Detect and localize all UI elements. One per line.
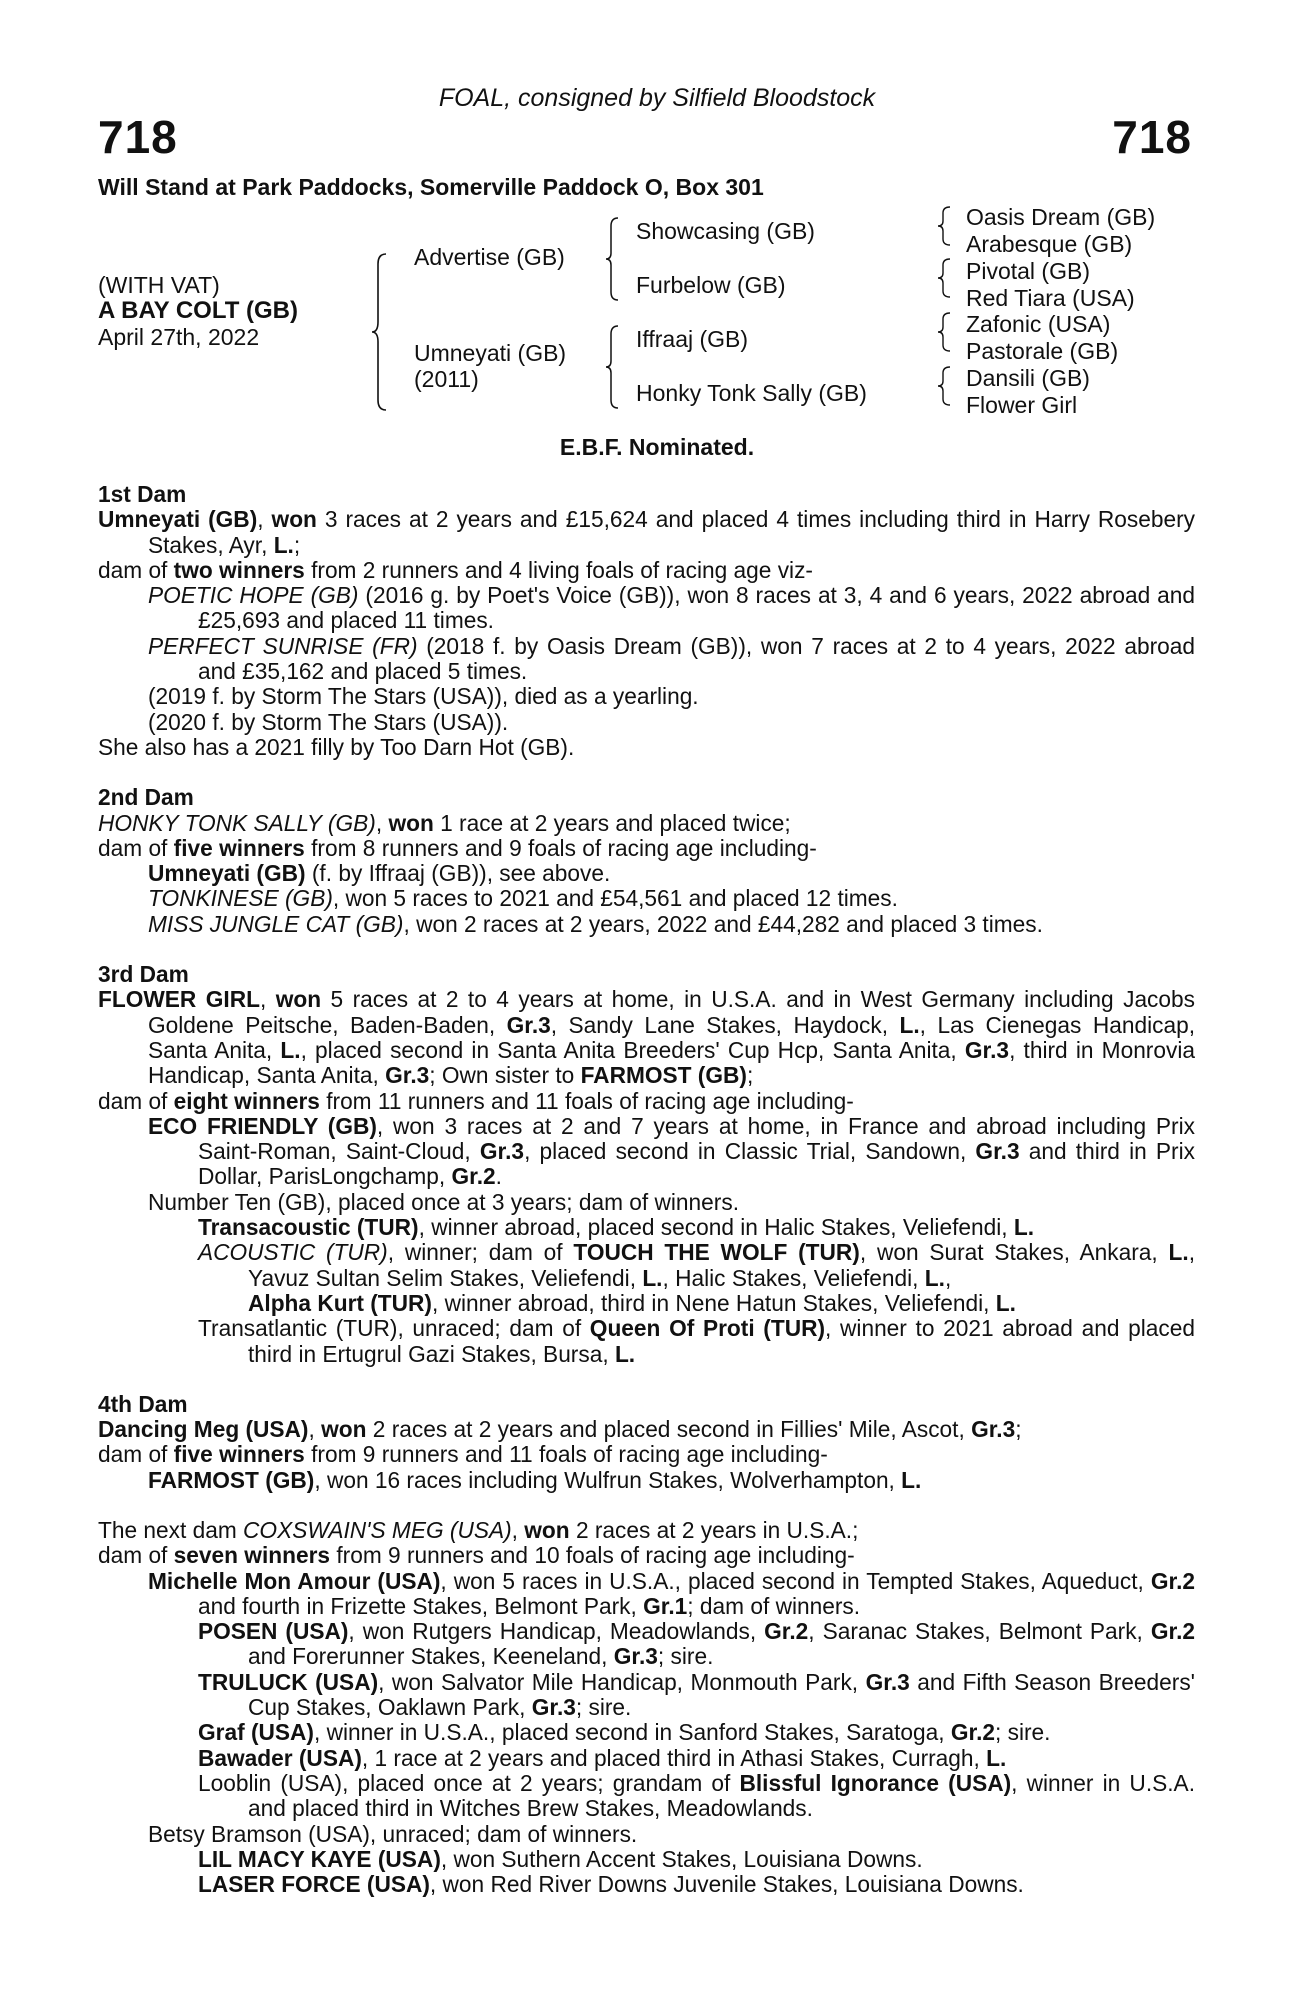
- lot-title: A BAY COLT (GB): [98, 297, 299, 324]
- third-dam-record: FLOWER GIRL, won 5 races at 2 to 4 years at home, in U.S.A. and in West Germany including Jacobs Goldene Peitsche, Baden-Baden, Gr.3, Sandy Lane Stakes, Haydock, L., Las Cienegas Handicap, Santa Anita, L., placed second in Santa Anita Breeders' Cup Hcp, Santa Anita, Gr.3, third in Monrovia Handicap, Santa Anita, Gr.3; Own sister to FARMOST (GB);: [98, 986, 1196, 1089]
- grandproduce-entry: Transacoustic (TUR), winner abroad, placed second in Halic Stakes, Veliefendi, L.: [198, 1214, 1035, 1241]
- grandproduce-entry: ACOUSTIC (TUR), winner; dam of TOUCH THE WOLF (TUR), won Surat Stakes, Ankara, L., Yavuz Sultan Selim Stakes, Veliefendi, L., Halic Stakes, Veliefendi, L.,: [198, 1239, 1195, 1291]
- produce-entry: POETIC HOPE (GB) (2016 g. by Poet's Voice (GB)), won 8 races at 3, 4 and 6 years, 2022 abroad and £25,693 and placed 11 times.: [148, 582, 1195, 634]
- third-dam-produce-summary: dam of eight winners from 11 runners and 11 foals of racing age including-: [98, 1087, 854, 1114]
- brace-g2: [938, 258, 952, 298]
- grandsire-6: Pastorale (GB): [966, 338, 1119, 364]
- grandproduce-entry: LASER FORCE (USA), won Red River Downs Juvenile Stakes, Louisiana Downs.: [198, 1871, 1024, 1898]
- second-dam-heading: 2nd Dam: [98, 784, 194, 811]
- produce-entry: (2019 f. by Storm The Stars (USA)), died as a yearling.: [148, 683, 699, 710]
- grandsire-3: Pivotal (GB): [966, 258, 1090, 284]
- produce-note: She also has a 2021 filly by Too Darn Hot (GB).: [98, 733, 575, 760]
- dam-name: Umneyati (GB): [414, 340, 567, 366]
- brace-dam: [606, 326, 620, 408]
- grandsire-2: Arabesque (GB): [966, 231, 1133, 257]
- produce-entry: MISS JUNGLE CAT (GB), won 2 races at 2 years, 2022 and £44,282 and placed 3 times.: [148, 910, 1043, 937]
- grandproduce-entry: Bawader (USA), 1 race at 2 years and placed third in Athasi Stakes, Curragh, L.: [198, 1744, 1007, 1771]
- grandproduce-entry: Graf (USA), winner in U.S.A., placed second in Sanford Stakes, Saratoga, Gr.2; sire.: [198, 1719, 1051, 1746]
- grandsire-1: Oasis Dream (GB): [966, 204, 1156, 230]
- produce-entry: TONKINESE (GB), won 5 races to 2021 and £54,561 and placed 12 times.: [148, 885, 898, 912]
- first-dam-heading: 1st Dam: [98, 481, 187, 507]
- second-dam-record: HONKY TONK SALLY (GB), won 1 race at 2 years and placed twice;: [98, 809, 791, 836]
- second-dam-produce-summary: dam of five winners from 8 runners and 9 foals of racing age including-: [98, 834, 817, 861]
- ebf-note: E.B.F. Nominated.: [559, 434, 755, 460]
- brace-g1: [938, 206, 952, 246]
- produce-entry: ECO FRIENDLY (GB), won 3 races at 2 and 7 years at home, in France and abroad including Prix Saint-Roman, Saint-Cloud, Gr.3, placed second in Classic Trial, Sandown, Gr.3 and third in Prix Dollar, ParisLongchamp, Gr.2.: [148, 1112, 1195, 1190]
- first-dam-produce-summary: dam of two winners from 2 runners and 4 living foals of racing age viz-: [98, 556, 813, 583]
- produce-entry: Michelle Mon Amour (USA), won 5 races in U.S.A., placed second in Tempted Stakes, Aqueduct, Gr.2 and fourth in Frizette Stakes, Belmont Park, Gr.1; dam of winners.: [148, 1567, 1195, 1619]
- produce-entry: Betsy Bramson (USA), unraced; dam of winners.: [148, 1820, 638, 1847]
- grandproduce-entry: Transatlantic (TUR), unraced; dam of Queen Of Proti (TUR), winner to 2021 abroad and placed third in Ertugrul Gazi Stakes, Bursa, L.: [198, 1315, 1195, 1367]
- lot-number-left: 718: [98, 111, 178, 163]
- grandproduce-entry: Looblin (USA), placed once at 2 years; grandam of Blissful Ignorance (USA), winner in U.S.A. and placed third in Witches Brew Stakes, Meadowlands.: [198, 1769, 1195, 1822]
- first-dam-record: Umneyati (GB), won 3 races at 2 years and £15,624 and placed 4 times including third in Harry Rosebery Stakes, Ayr, L.;: [98, 506, 1195, 558]
- grandsire-8: Flower Girl: [966, 392, 1078, 418]
- third-dam-heading: 3rd Dam: [98, 961, 189, 988]
- brace-sire: [606, 218, 620, 300]
- grandsire-5: Zafonic (USA): [966, 311, 1111, 337]
- lot-number-right: 718: [1112, 111, 1192, 163]
- produce-entry: Number Ten (GB), placed once at 3 years; dam of winners.: [148, 1188, 739, 1215]
- dam-year: (2011): [414, 366, 479, 392]
- consignment-line: FOAL, consigned by Silfield Bloodstock: [438, 84, 876, 112]
- stand-location: Will Stand at Park Paddocks, Somerville Paddock O, Box 301: [98, 174, 764, 200]
- produce-entry: FARMOST (GB), won 16 races including Wulfrun Stakes, Wolverhampton, L.: [148, 1466, 922, 1493]
- grandsire-7: Dansili (GB): [966, 365, 1090, 391]
- grandproduce-entry: TRULUCK (USA), won Salvator Mile Handicap, Monmouth Park, Gr.3 and Fifth Season Breeders' Cup Stakes, Oaklawn Park, Gr.3; sire.: [198, 1668, 1195, 1721]
- produce-entry: Umneyati (GB) (f. by Iffraaj (GB)), see above.: [148, 860, 611, 887]
- sire-name: Advertise (GB): [414, 244, 565, 270]
- brace-g3: [938, 312, 952, 352]
- dam-dam: Honky Tonk Sally (GB): [636, 380, 867, 406]
- fourth-dam-record: Dancing Meg (USA), won 2 races at 2 years and placed second in Fillies' Mile, Ascot, Gr.3;: [98, 1416, 1022, 1443]
- dam-sire: Iffraaj (GB): [636, 326, 749, 352]
- next-dam-record: The next dam COXSWAIN'S MEG (USA), won 2 races at 2 years in U.S.A.;: [98, 1516, 859, 1543]
- brace-main: [372, 254, 388, 410]
- great-grandproduce-entry: Alpha Kurt (TUR), winner abroad, third in Nene Hatun Stakes, Veliefendi, L.: [248, 1289, 1016, 1316]
- foaling-date: April 27th, 2022: [98, 324, 260, 350]
- sire-dam: Furbelow (GB): [636, 272, 786, 298]
- brace-g4: [938, 366, 952, 406]
- grandproduce-entry: POSEN (USA), won Rutgers Handicap, Meadowlands, Gr.2, Saranac Stakes, Belmont Park, Gr.2 and Forerunner Stakes, Keeneland, Gr.3; sire.: [198, 1618, 1195, 1670]
- fourth-dam-heading: 4th Dam: [98, 1390, 188, 1417]
- grandproduce-entry: LIL MACY KAYE (USA), won Suthern Accent Stakes, Louisiana Downs.: [198, 1845, 923, 1872]
- grandsire-4: Red Tiara (USA): [966, 285, 1135, 311]
- sire-sire: Showcasing (GB): [636, 218, 815, 244]
- vat-note: (WITH VAT): [98, 272, 220, 298]
- produce-entry: PERFECT SUNRISE (FR) (2018 f. by Oasis Dream (GB)), won 7 races at 2 to 4 years, 2022 abroad and £35,162 and placed 5 times.: [148, 632, 1195, 685]
- fourth-dam-produce-summary: dam of five winners from 9 runners and 11 foals of racing age including-: [98, 1441, 828, 1468]
- produce-entry: (2020 f. by Storm The Stars (USA)).: [148, 708, 509, 735]
- next-dam-produce-summary: dam of seven winners from 9 runners and 10 foals of racing age including-: [98, 1542, 855, 1569]
- catalogue-body: [98, 482, 1195, 1897]
